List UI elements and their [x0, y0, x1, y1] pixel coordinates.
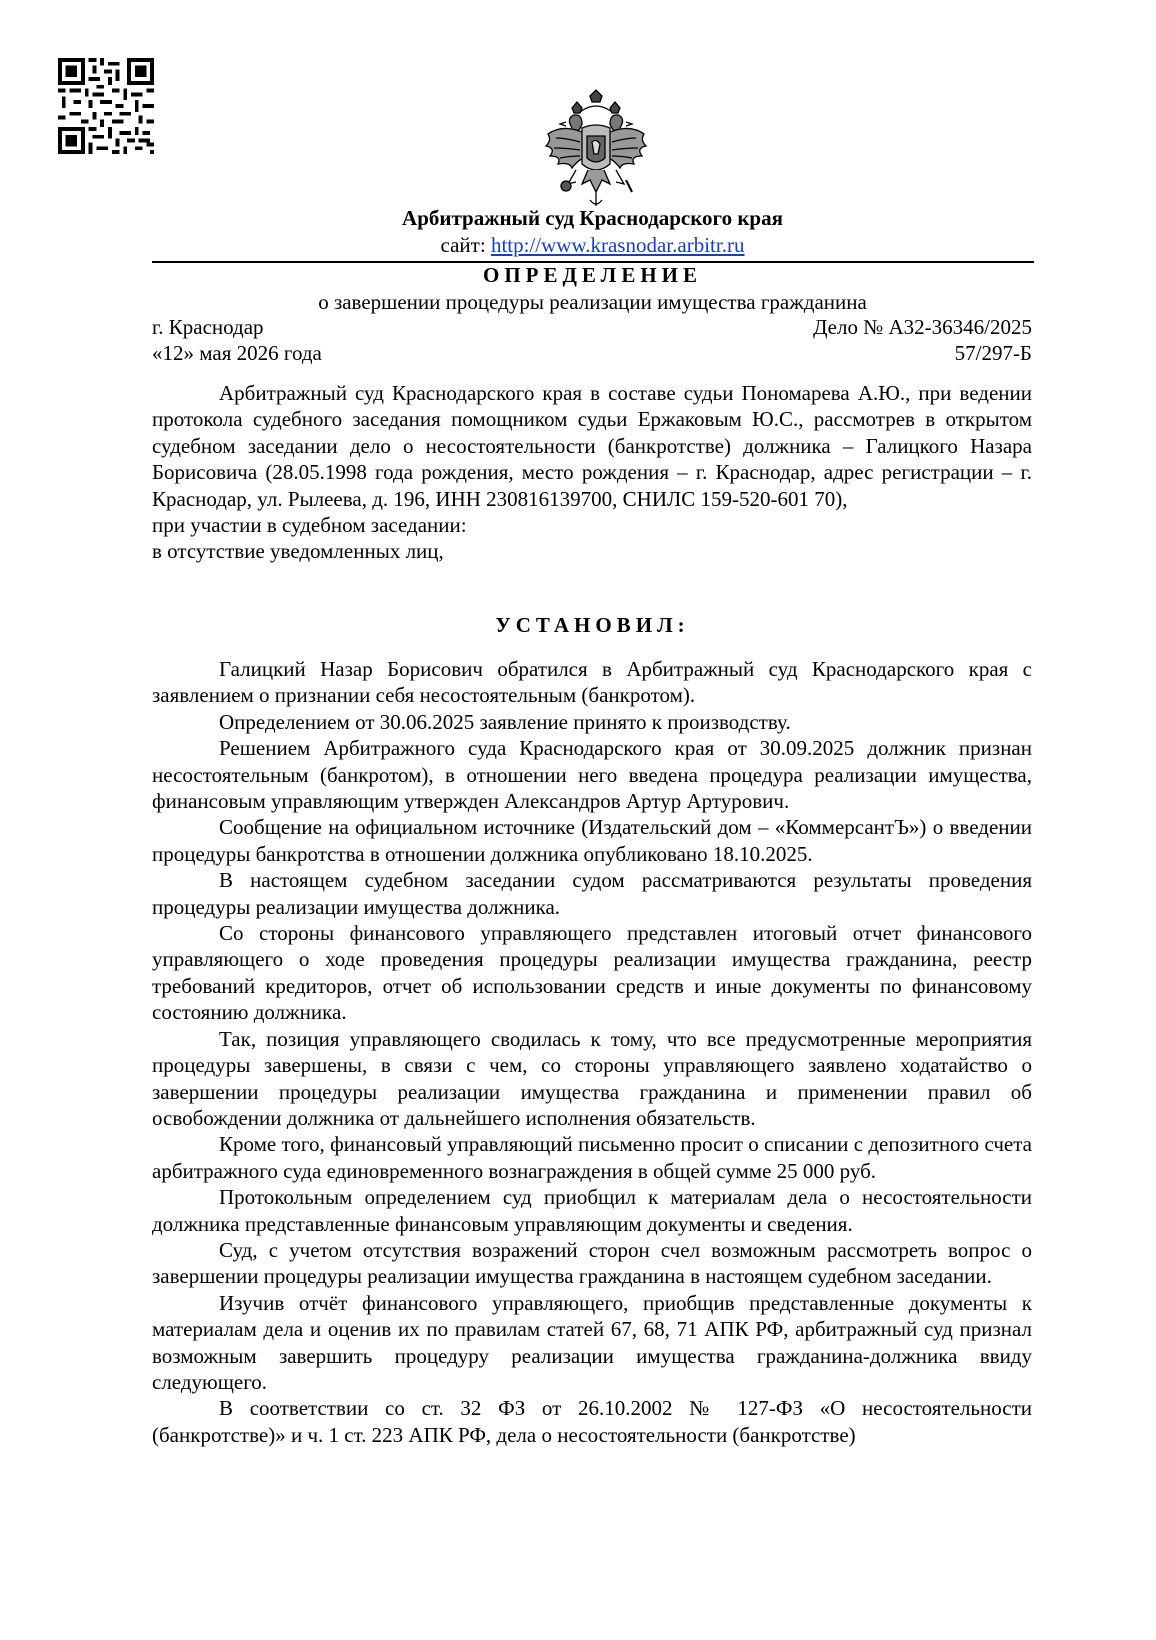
finding-paragraph: Протокольным определением суд приобщил к материалам дела о несостоятельности должника представленные финансовым управляющим документы и сведения.	[152, 1185, 1032, 1236]
finding-paragraph: Кроме того, финансовый управляющий письменно просит о списании с депозитного счета арбитражного суда единовременного вознаграждения в общей сумме 25 000 руб.	[152, 1132, 1032, 1183]
document-subtitle: о завершении процедуры реализации имущества гражданина	[318, 290, 867, 314]
finding-paragraph: Определением от 30.06.2025 заявление принято к производству.	[219, 709, 791, 734]
finding-paragraph: Так, позиция управляющего сводилась к тому, что все предусмотренные мероприятия процедуры завершены, в связи с чем, со стороны управляющего заявлено ходатайство о завершении процедуры реализации имущества гражданина и применении правил об освобождении должника от дальнейшего исполнения обязательств.	[152, 1026, 1032, 1130]
meta-row-date-registry	[152, 340, 1032, 366]
finding-paragraph: Решением Арбитражного суда Краснодарского края от 30.09.2025 должник признан несостоятельным (банкротом), в отношении него введена процедура реализации имущества, финансовым управляющим утвержден Александров Артур Артурович.	[152, 736, 1032, 814]
city: г. Краснодар	[152, 315, 264, 339]
finding-paragraph: В настоящем судебном заседании судом рассматриваются результаты проведения процедуры реализации имущества должника.	[152, 868, 1032, 919]
coat-of-arms-icon	[542, 88, 650, 210]
court-site-link[interactable]: http://www.krasnodar.arbitr.ru	[490, 233, 745, 257]
decision-date: «12» мая 2026 года	[152, 341, 322, 365]
section-heading-ustanovil: УСТАНОВИЛ:	[495, 613, 690, 637]
finding-paragraph: В соответствии со ст. 32 ФЗ от 26.10.2002 № 127-ФЗ «О несостоятельности (банкротстве)» и ч. 1 ст. 223 АПК РФ, дела о несостоятельности (банкротстве)	[152, 1396, 1032, 1447]
participation-line: при участии в судебном заседании:	[152, 513, 467, 538]
site-label: сайт:	[440, 233, 491, 257]
court-name: Арбитражный суд Краснодарского края	[402, 206, 783, 230]
court-site-line	[150, 232, 1035, 258]
intro-block	[152, 380, 1032, 565]
meta-row-city-case	[152, 314, 1032, 340]
absence-line: в отсутствие уведомленных лиц,	[152, 539, 444, 564]
finding-paragraph: Изучив отчёт финансового управляющего, приобщив представленные документы к материалам дела и оценив их по правилам статей 67, 68, 71 АПК РФ, арбитражный суд признал возможным завершить процедуру реализации имущества гражданина-должника ввиду следующего.	[152, 1290, 1032, 1394]
findings-block	[152, 656, 1032, 1448]
document-title: ОПРЕДЕЛЕНИЕ	[482, 263, 702, 287]
intro-paragraph: Арбитражный суд Краснодарского края в составе судьи Пономарева А.Ю., при ведении протокола судебного заседания помощником судьи Ержаковым Ю.С., рассмотрев в открытом судебном заседании дело о несостоятельности (банкротстве) должника – Галицкого Назара Борисовича (28.05.1998 года рождения, место рождения – г. Краснодар, адрес регистрации – г. Краснодар, ул. Рылеева, д. 196, ИНН 230816139700, СНИЛС 159-520-601 70),	[152, 381, 1032, 511]
qr-code-icon	[58, 58, 154, 154]
registry-number: 57/297-Б	[954, 341, 1032, 365]
finding-paragraph: Сообщение на официальном источнике (Издательский дом – «КоммерсантЪ») о введении процедуры банкротства в отношении должника опубликовано 18.10.2025.	[152, 815, 1032, 866]
finding-paragraph: Суд, с учетом отсутствия возражений сторон счел возможным рассмотреть вопрос о завершении процедуры реализации имущества гражданина в настоящем судебном заседании.	[152, 1237, 1032, 1289]
finding-paragraph: Со стороны финансового управляющего представлен итоговый отчет финансового управляющего о ходе проведения процедуры реализации имущества гражданина, реестр требований кредиторов, отчет об использовании средств и иные документы по финансовому состоянию должника.	[152, 921, 1032, 1025]
case-number: Дело № А32-36346/2025	[813, 315, 1032, 339]
finding-paragraph: Галицкий Назар Борисович обратился в Арбитражный суд Краснодарского края с заявлением о признании себя несостоятельным (банкротом).	[152, 657, 1032, 708]
